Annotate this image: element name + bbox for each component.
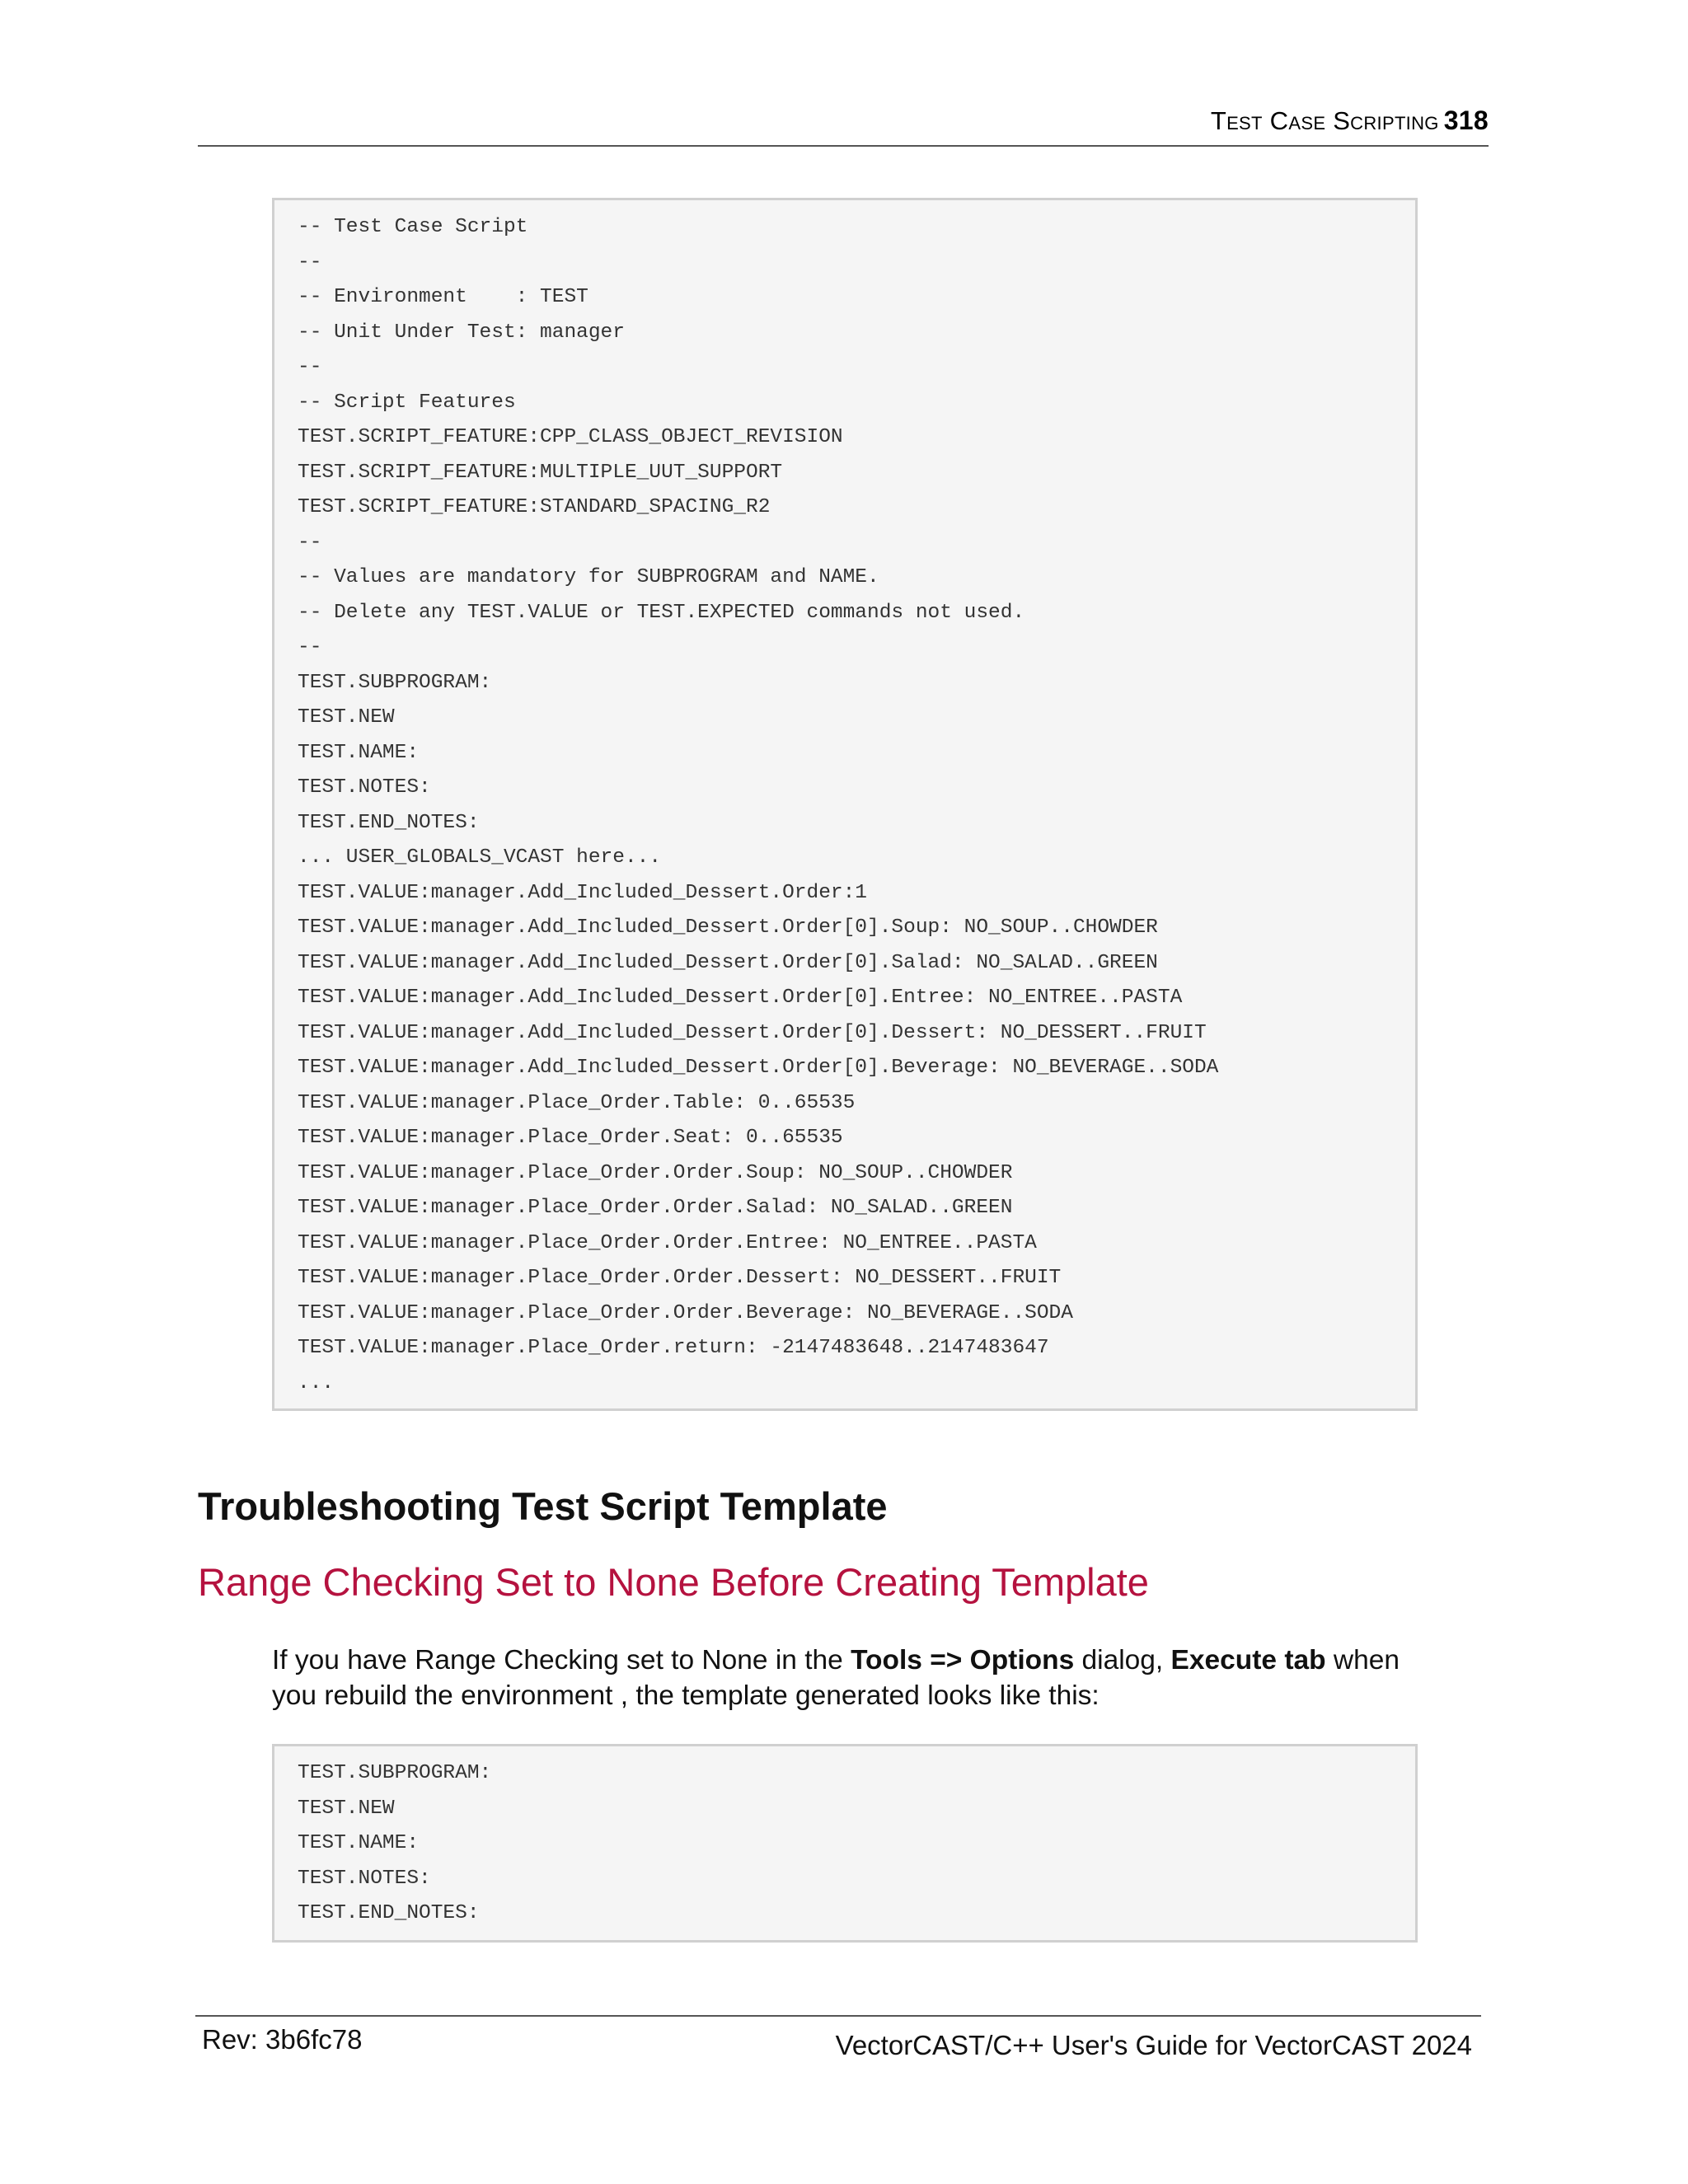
code-line: TEST.VALUE:manager.Add_Included_Dessert.Order[0].Beverage: NO_BEVERAGE..SODA xyxy=(298,1057,1219,1079)
code-line: TEST.VALUE:manager.Place_Order.Order.Soup: NO_SOUP..CHOWDER xyxy=(298,1161,1013,1184)
body-paragraph xyxy=(272,1643,1442,1713)
footer-revision: Rev: 3b6fc78 xyxy=(202,2024,363,2055)
code-line: TEST.NOTES: xyxy=(298,1867,431,1890)
code-line: TEST.VALUE:manager.Place_Order.Table: 0..65535 xyxy=(298,1091,856,1114)
code-line: TEST.VALUE:manager.Place_Order.Order.Beverage: NO_BEVERAGE..SODA xyxy=(298,1301,1073,1324)
code-line: -- Delete any TEST.VALUE or TEST.EXPECTED commands not used. xyxy=(298,601,1025,624)
code-line: TEST.NAME: xyxy=(298,741,420,764)
code-line: TEST.VALUE:manager.Place_Order.Order.Entree: NO_ENTREE..PASTA xyxy=(298,1231,1037,1254)
code-line: TEST.NOTES: xyxy=(298,776,431,799)
section-heading: Troubleshooting Test Script Template xyxy=(198,1484,888,1528)
code-line: -- xyxy=(298,356,322,378)
paragraph-text: dialog, xyxy=(1074,1645,1171,1675)
subsection-heading: Range Checking Set to None Before Creating Template xyxy=(198,1560,1149,1604)
execute-tab-label: Execute tab xyxy=(1170,1645,1326,1675)
code-line: TEST.NEW xyxy=(298,1797,395,1820)
code-line: -- Unit Under Test: manager xyxy=(298,321,625,344)
code-line: -- Values are mandatory for SUBPROGRAM and NAME. xyxy=(298,566,879,588)
code-line: TEST.END_NOTES: xyxy=(298,811,480,834)
footer-divider xyxy=(195,2015,1481,2017)
code-block-template xyxy=(272,1744,1418,1943)
code-line: ... xyxy=(298,1371,335,1394)
code-block-test-case-script xyxy=(272,198,1418,1411)
code-line: TEST.END_NOTES: xyxy=(298,1902,480,1924)
code-line: TEST.VALUE:manager.Place_Order.Seat: 0..65535 xyxy=(298,1127,843,1149)
running-header xyxy=(1211,105,1489,136)
code-line: TEST.SCRIPT_FEATURE:CPP_CLASS_OBJECT_REVISION xyxy=(298,426,843,448)
code-line: TEST.SCRIPT_FEATURE:STANDARD_SPACING_R2 xyxy=(298,496,771,518)
code-line: TEST.SCRIPT_FEATURE:MULTIPLE_UUT_SUPPORT xyxy=(298,461,783,484)
code-line: TEST.NEW xyxy=(298,706,395,729)
code-line: -- Environment : TEST xyxy=(298,286,588,308)
code-line: -- Test Case Script xyxy=(298,216,528,238)
code-line: TEST.VALUE:manager.Add_Included_Dessert.Order[0].Salad: NO_SALAD..GREEN xyxy=(298,951,1158,974)
code-line: TEST.SUBPROGRAM: xyxy=(298,671,492,694)
code-line: TEST.VALUE:manager.Place_Order.Order.Dessert: NO_DESSERT..FRUIT xyxy=(298,1267,1062,1289)
code-line: -- Script Features xyxy=(298,391,516,414)
page-number: 318 xyxy=(1443,105,1489,135)
code-line: ... USER_GLOBALS_VCAST here... xyxy=(298,846,662,869)
menu-path-tools-options: Tools => Options xyxy=(851,1645,1075,1675)
code-line: TEST.NAME: xyxy=(298,1832,420,1854)
footer-document-title: VectorCAST/C++ User's Guide for VectorCAST 2024 xyxy=(835,2030,1472,2060)
code-line: TEST.SUBPROGRAM: xyxy=(298,1762,492,1784)
paragraph-text: when you rebuild the environment , the template generated looks like this: xyxy=(272,1645,1400,1711)
page-header xyxy=(198,104,1489,147)
code-line: TEST.VALUE:manager.Add_Included_Dessert.Order:1 xyxy=(298,881,868,904)
code-line: -- xyxy=(298,251,322,274)
code-line: TEST.VALUE:manager.Add_Included_Dessert.Order[0].Dessert: NO_DESSERT..FRUIT xyxy=(298,1021,1207,1044)
code-line: -- xyxy=(298,531,322,554)
paragraph-text: If you have Range Checking set to None in the xyxy=(272,1645,851,1675)
code-line: TEST.VALUE:manager.Add_Included_Dessert.Order[0].Entree: NO_ENTREE..PASTA xyxy=(298,987,1183,1009)
header-section-title: Test Case Scripting xyxy=(1210,106,1439,135)
code-line: -- xyxy=(298,636,322,658)
code-line: TEST.VALUE:manager.Place_Order.Order.Salad: NO_SALAD..GREEN xyxy=(298,1197,1013,1219)
code-line: TEST.VALUE:manager.Add_Included_Dessert.Order[0].Soup: NO_SOUP..CHOWDER xyxy=(298,916,1158,939)
code-line: TEST.VALUE:manager.Place_Order.return: -2147483648..2147483647 xyxy=(298,1337,1049,1359)
